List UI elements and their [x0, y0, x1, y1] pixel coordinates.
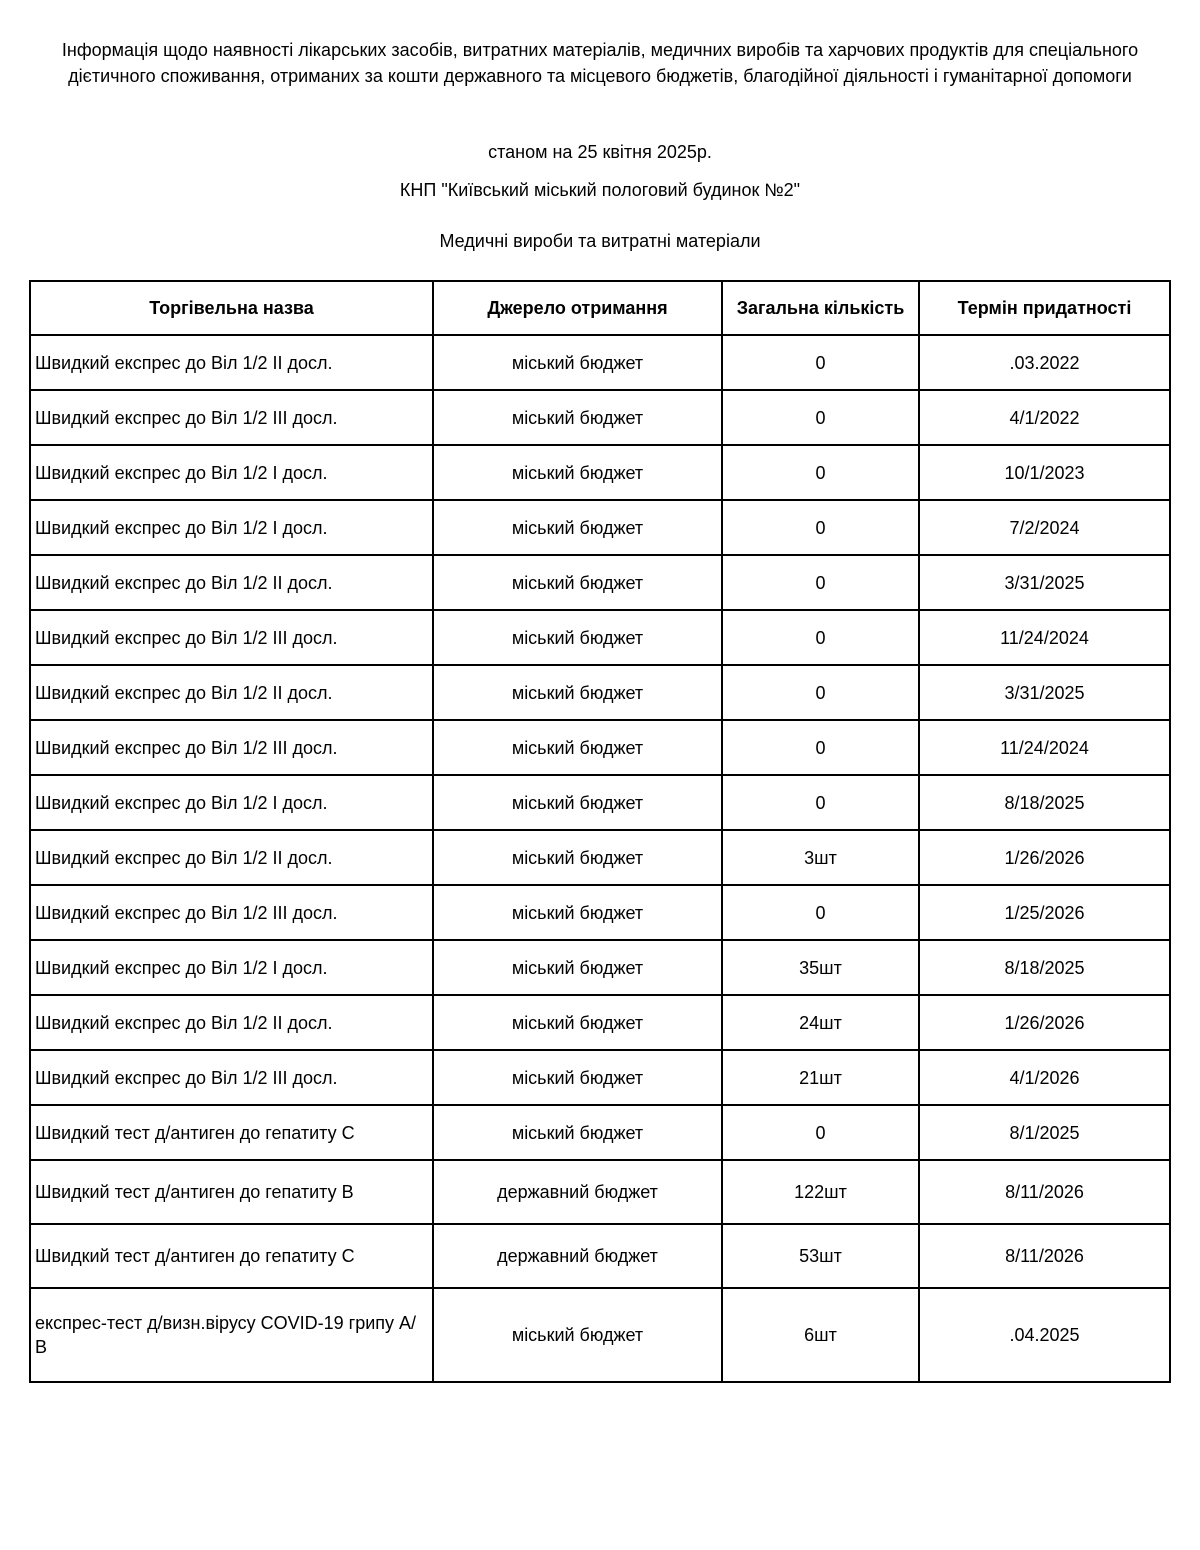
cell-quantity: 35шт — [722, 940, 919, 995]
cell-source: міський бюджет — [433, 940, 722, 995]
cell-name: Швидкий експрес до Віл 1/2 ІІІ досл. — [30, 610, 433, 665]
cell-expiry: 3/31/2025 — [919, 555, 1170, 610]
table-row — [30, 1160, 1170, 1224]
section-title: Медичні вироби та витратні матеріали — [439, 231, 761, 251]
cell-source: міський бюджет — [433, 775, 722, 830]
table-row — [30, 885, 1170, 940]
column-header-name: Торгівельна назва — [30, 281, 433, 335]
cell-source: міський бюджет — [433, 610, 722, 665]
cell-expiry: 8/18/2025 — [919, 940, 1170, 995]
cell-quantity: 0 — [722, 665, 919, 720]
cell-quantity: 0 — [722, 720, 919, 775]
table-row — [30, 500, 1170, 555]
column-header-expiry: Термін придатності — [919, 281, 1170, 335]
table-row — [30, 940, 1170, 995]
cell-source: міський бюджет — [433, 1105, 722, 1160]
cell-source: міський бюджет — [433, 1050, 722, 1105]
cell-source: міський бюджет — [433, 720, 722, 775]
cell-name: Швидкий експрес до Віл 1/2 І досл. — [30, 445, 433, 500]
cell-expiry: 8/11/2026 — [919, 1160, 1170, 1224]
cell-source: міський бюджет — [433, 1288, 722, 1382]
as-of-date: станом на 25 квітня 2025р. — [488, 142, 712, 162]
cell-source: міський бюджет — [433, 885, 722, 940]
cell-source: міський бюджет — [433, 830, 722, 885]
cell-expiry: 4/1/2026 — [919, 1050, 1170, 1105]
cell-name: Швидкий експрес до Віл 1/2 І досл. — [30, 775, 433, 830]
table-row — [30, 775, 1170, 830]
cell-name: Швидкий тест д/антиген до гепатиту В — [30, 1160, 433, 1224]
cell-name: Швидкий експрес до Віл 1/2 І досл. — [30, 940, 433, 995]
organization-name: КНП "Київський міський пологовий будинок №2" — [399, 180, 801, 200]
cell-source: державний бюджет — [433, 1160, 722, 1224]
cell-quantity: 0 — [722, 775, 919, 830]
cell-name: Швидкий експрес до Віл 1/2 І досл. — [30, 500, 433, 555]
cell-name: Швидкий експрес до Віл 1/2 ІІІ досл. — [30, 390, 433, 445]
cell-name: Швидкий експрес до Віл 1/2 ІІІ досл. — [30, 1050, 433, 1105]
cell-name: Швидкий тест д/антиген до гепатиту С — [30, 1224, 433, 1288]
cell-expiry: .03.2022 — [919, 335, 1170, 390]
cell-name: Швидкий експрес до Віл 1/2 ІІ досл. — [30, 665, 433, 720]
cell-source: міський бюджет — [433, 335, 722, 390]
cell-expiry: 8/11/2026 — [919, 1224, 1170, 1288]
table-row — [30, 555, 1170, 610]
cell-quantity: 0 — [722, 1105, 919, 1160]
cell-name: Швидкий тест д/антиген до гепатиту С — [30, 1105, 433, 1160]
cell-quantity: 0 — [722, 610, 919, 665]
cell-quantity: 3шт — [722, 830, 919, 885]
cell-quantity: 0 — [722, 445, 919, 500]
cell-source: міський бюджет — [433, 445, 722, 500]
cell-quantity: 0 — [722, 885, 919, 940]
cell-quantity: 53шт — [722, 1224, 919, 1288]
cell-expiry: 1/26/2026 — [919, 995, 1170, 1050]
table-header-row — [30, 281, 1170, 335]
cell-expiry: 11/24/2024 — [919, 720, 1170, 775]
cell-name: Швидкий експрес до Віл 1/2 ІІ досл. — [30, 995, 433, 1050]
column-header-quantity: Загальна кількість — [722, 281, 919, 335]
cell-name: Швидкий експрес до Віл 1/2 ІІ досл. — [30, 335, 433, 390]
cell-quantity: 0 — [722, 500, 919, 555]
cell-quantity: 6шт — [722, 1288, 919, 1382]
cell-expiry: 11/24/2024 — [919, 610, 1170, 665]
table-row — [30, 720, 1170, 775]
cell-quantity: 0 — [722, 335, 919, 390]
cell-source: міський бюджет — [433, 995, 722, 1050]
table-row — [30, 610, 1170, 665]
table-row — [30, 390, 1170, 445]
cell-quantity: 21шт — [722, 1050, 919, 1105]
table-row — [30, 665, 1170, 720]
cell-name: експрес-тест д/визн.вірусу COVID-19 грипу А/В — [30, 1288, 433, 1382]
cell-name: Швидкий експрес до Віл 1/2 ІІ досл. — [30, 555, 433, 610]
cell-quantity: 0 — [722, 390, 919, 445]
table-row — [30, 1288, 1170, 1382]
cell-expiry: 7/2/2024 — [919, 500, 1170, 555]
cell-source: міський бюджет — [433, 665, 722, 720]
cell-expiry: 1/26/2026 — [919, 830, 1170, 885]
cell-expiry: 1/25/2026 — [919, 885, 1170, 940]
cell-quantity: 0 — [722, 555, 919, 610]
document-title: Інформація щодо наявності лікарських засобів, витратних матеріалів, медичних виробів та харчових продуктів для спеціального дієтичного споживання, отриманих за кошти державного та місцевого бюджетів, благодійної діяльності і гуманітарної допомоги — [61, 40, 1139, 86]
cell-source: міський бюджет — [433, 390, 722, 445]
cell-source: міський бюджет — [433, 500, 722, 555]
table-body — [30, 335, 1170, 1382]
inventory-table — [29, 280, 1171, 1383]
cell-quantity: 122шт — [722, 1160, 919, 1224]
cell-expiry: 8/1/2025 — [919, 1105, 1170, 1160]
cell-name: Швидкий експрес до Віл 1/2 ІІ досл. — [30, 830, 433, 885]
cell-source: державний бюджет — [433, 1224, 722, 1288]
column-header-source: Джерело отримання — [433, 281, 722, 335]
cell-expiry: 8/18/2025 — [919, 775, 1170, 830]
cell-source: міський бюджет — [433, 555, 722, 610]
cell-expiry: 4/1/2022 — [919, 390, 1170, 445]
cell-expiry: 3/31/2025 — [919, 665, 1170, 720]
cell-name: Швидкий експрес до Віл 1/2 ІІІ досл. — [30, 720, 433, 775]
cell-name: Швидкий експрес до Віл 1/2 ІІІ досл. — [30, 885, 433, 940]
table-row — [30, 1224, 1170, 1288]
table-row — [30, 995, 1170, 1050]
cell-quantity: 24шт — [722, 995, 919, 1050]
table-row — [30, 1105, 1170, 1160]
table-row — [30, 1050, 1170, 1105]
table-row — [30, 830, 1170, 885]
table-row — [30, 335, 1170, 390]
table-row — [30, 445, 1170, 500]
cell-expiry: .04.2025 — [919, 1288, 1170, 1382]
cell-expiry: 10/1/2023 — [919, 445, 1170, 500]
